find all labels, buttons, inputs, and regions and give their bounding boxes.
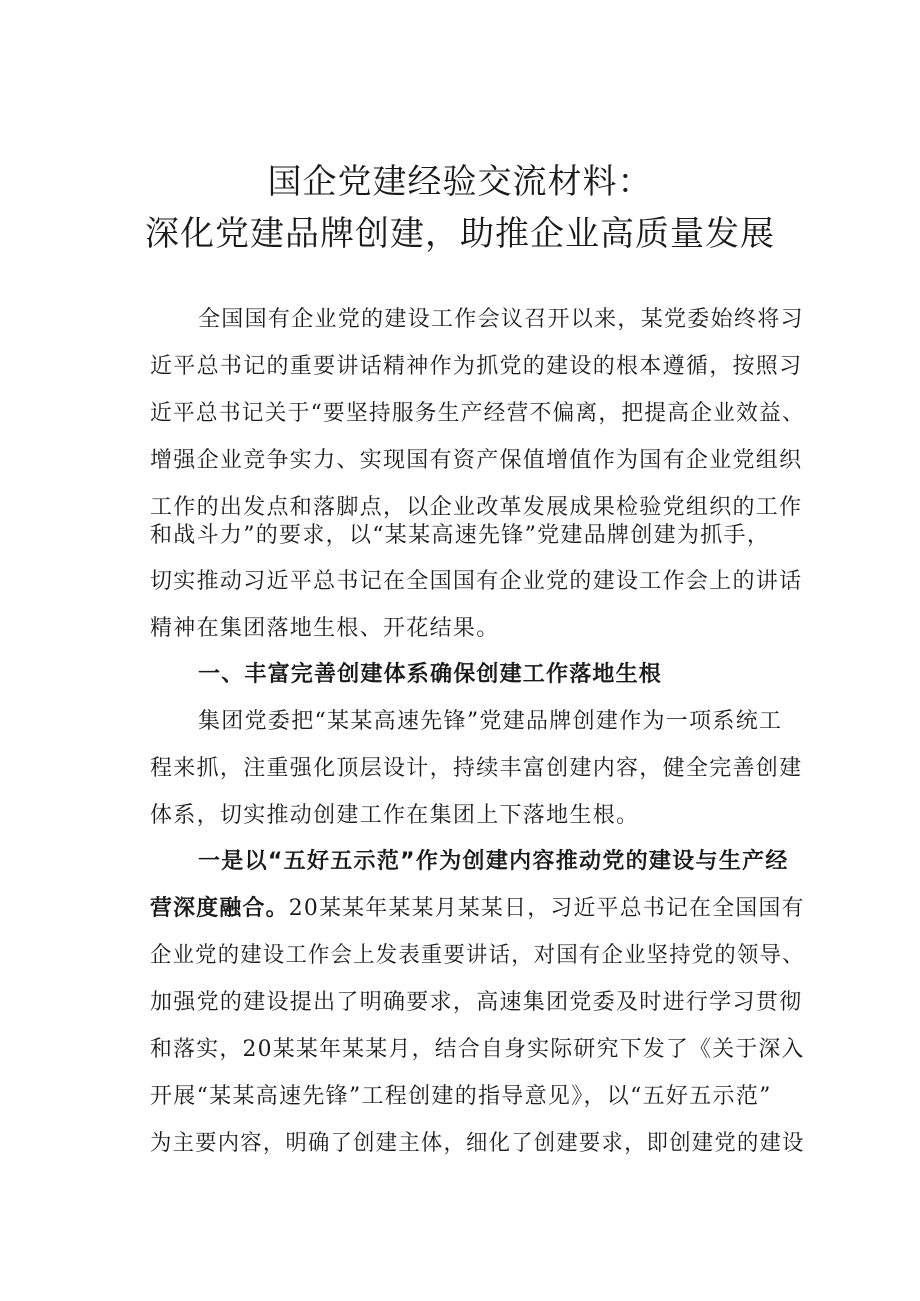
paragraph-3-line: 开展“某某高速先锋”工程创建的指导意见》，以“五好五示范” [150,1084,772,1109]
paragraph-3-bold-lead: 一是以“五好五示范”作为创建内容推动党的建设与生产经 [198,849,789,874]
paragraph-3-line: 企业党的建设工作会上发表重要讲话，对国有企业坚持党的领导、 [150,943,805,968]
paragraph-1-line: 全国国有企业党的建设工作会议召开以来，某党委始终将习 [198,307,804,332]
paragraph-3-bold-lead-end: 营深度融合。 [150,896,289,921]
paragraph-3-line [150,894,805,924]
paragraph-3-line: 为主要内容，明确了创建主体，细化了创建要求，即创建党的建设 [150,1131,805,1156]
paragraph-3-text: 20某某年某某月某某日，习近平总书记在全国国有 [288,896,805,921]
paragraph-3-line: 加强党的建设提出了明确要求，高速集团党委及时进行学习贯彻 [150,990,803,1015]
paragraph-1-line: 增强企业竞争实力、实现国有资产保值增值作为国有企业党组织 [150,448,803,473]
document-title-line-1: 国企党建经验交流材料： [267,162,653,202]
paragraph-3-line: 和落实，20某某年某某月，结合自身实际研究下发了《关于深入 [150,1037,805,1062]
paragraph-1-line: 近平总书记关于“要坚持服务生产经营不偏离，把提高企业效益、 [150,401,805,426]
document-title-line-2: 深化党建品牌创建，助推企业高质量发展 [145,214,775,254]
section-heading: 一、丰富完善创建体系确保创建工作落地生根 [198,662,663,687]
paragraph-1-line: 和战斗力”的要求，以“某某高速先锋”党建品牌创建为抓手， [150,523,771,548]
paragraph-1-line: 切实推动习近平总书记在全国国有企业党的建设工作会上的讲话 [150,569,803,594]
paragraph-2-line: 程来抓，注重强化顶层设计，持续丰富创建内容，健全完善创建 [150,756,803,781]
paragraph-1-line: 精神在集团落地生根、开花结果。 [150,616,500,641]
paragraph-1-line: 近平总书记的重要讲话精神作为抓党的建设的根本遵循，按照习 [150,354,803,379]
paragraph-2-line: 集团党委把“某某高速先锋”党建品牌创建作为一项系统工 [198,709,783,734]
paragraph-1-line: 工作的出发点和落脚点，以企业改革发展成果检验党组织的工作 [150,495,803,520]
paragraph-2-line: 体系，切实推动创建工作在集团上下落地生根。 [150,803,640,828]
